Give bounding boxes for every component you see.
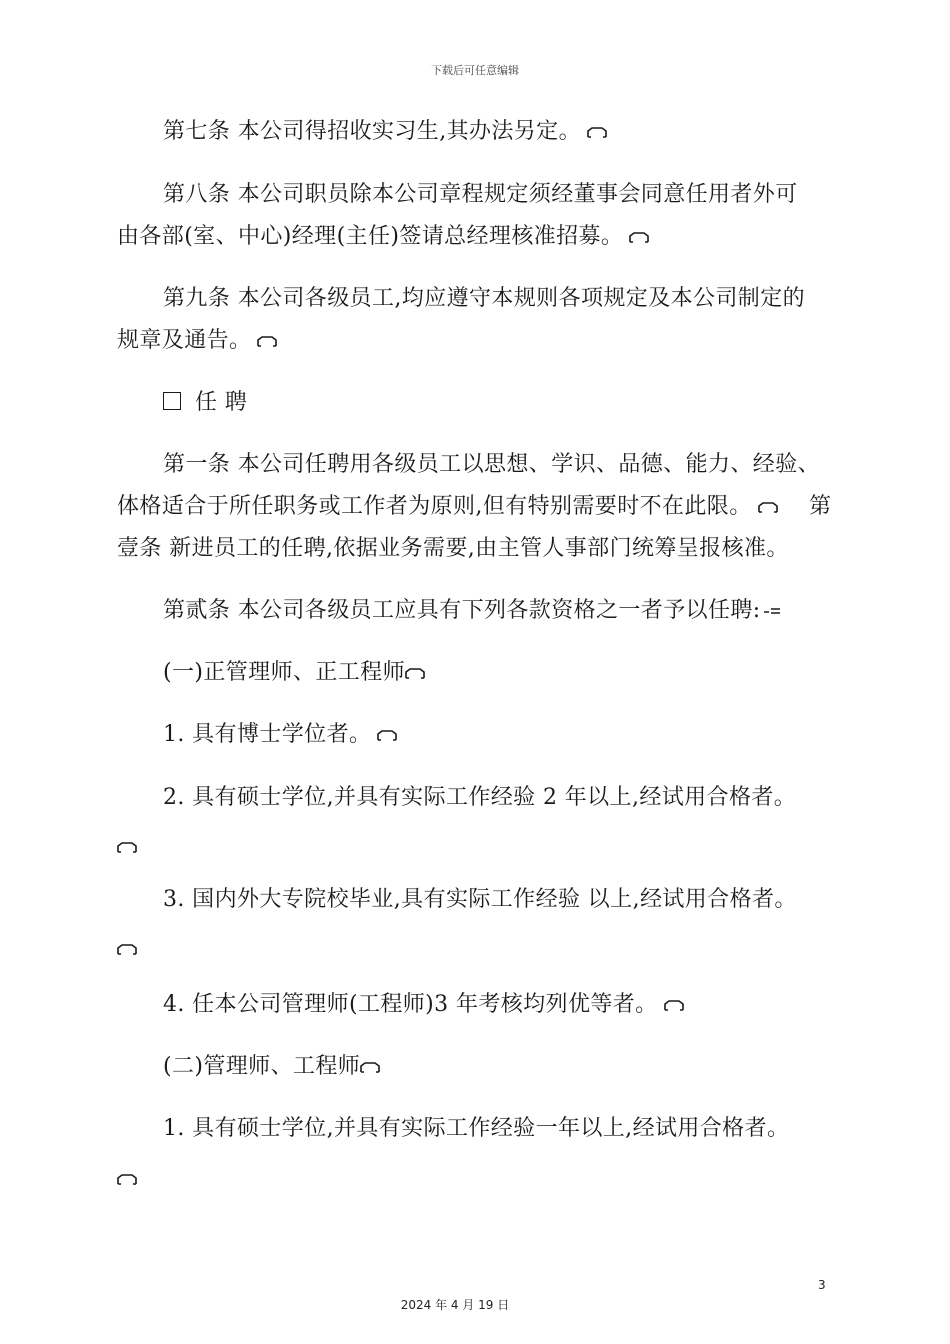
paragraph-mark-icon [587,126,607,138]
article-8-line-1: 第八条 本公司职员除本公司章程规定须经董事会同意任用者外可 [163,182,798,207]
category-2 [163,1052,380,1082]
section-heading-text: 任 聘 [195,390,248,415]
article-8-line-2 [117,222,649,252]
article-9-line-2 [117,326,277,356]
article-2 [163,596,781,626]
paragraph-mark-icon [763,605,781,617]
article-1-line-2-tail: 第 [809,494,832,519]
paragraph-mark-icon [405,667,425,679]
article-2-text: 第贰条 本公司各级员工应具有下列各款资格之一者予以任聘: [163,598,761,623]
paragraph-mark-icon [117,841,137,853]
page-number: 3 [818,1278,826,1292]
paragraph-mark-icon [257,335,277,347]
paragraph-mark-icon [377,729,397,741]
footer-date: 2024 年 4 月 19 日 [400,1298,510,1312]
article-9-line-1: 第九条 本公司各级员工,均应遵守本规则各项规定及本公司制定的 [163,286,805,311]
article-9-line-2-text: 规章及通告。 [117,328,252,353]
paragraph-mark-icon [117,1173,137,1185]
paragraph-mark-icon [758,501,778,513]
article-1b-line: 壹条 新进员工的任聘,依据业务需要,由主管人事部门统筹呈报核准。 [117,536,789,561]
article-1-line-2 [117,492,778,522]
category-2-text: (二)管理师、工程师 [163,1054,361,1079]
category-2-item-1-mark [117,1164,137,1194]
category-1-item-3-mark [117,934,137,964]
category-1-text: (一)正管理师、正工程师 [163,660,405,685]
article-1-line-1: 第一条 本公司任聘用各级员工以思想、学识、品德、能力、经验、 [163,452,820,477]
page-header: 下载后可任意编辑 [431,64,519,77]
category-1-item-4 [163,990,684,1020]
section-heading [163,388,247,418]
category-1 [163,658,425,688]
article-8-line-2-text: 由各部(室、中心)经理(主任)签请总经理核准招募。 [117,224,624,249]
paragraph-mark-icon [117,943,137,955]
paragraph-mark-icon [360,1061,380,1073]
category-1-item-1 [163,720,397,750]
category-2-item-1: 1. 具有硕士学位,并具有实际工作经验一年以上,经试用合格者。 [163,1116,790,1141]
checkbox-icon [163,392,181,410]
article-7 [163,117,607,147]
category-1-item-2-mark [117,832,137,862]
paragraph-mark-icon [629,231,649,243]
article-7-text: 第七条 本公司得招收实习生,其办法另定。 [163,119,581,144]
category-1-item-1-text: 1. 具有博士学位者。 [163,722,372,747]
paragraph-mark-icon [664,999,684,1011]
article-1-line-2-text: 体格适合于所任职务或工作者为原则,但有特别需要时不在此限。 [117,494,752,519]
category-1-item-3: 3. 国内外大专院校毕业,具有实际工作经验 以上,经试用合格者。 [163,887,797,912]
category-1-item-2: 2. 具有硕士学位,并具有实际工作经验 2 年以上,经试用合格者。 [163,785,797,810]
category-1-item-4-text: 4. 任本公司管理师(工程师)3 年考核均列优等者。 [163,992,658,1017]
